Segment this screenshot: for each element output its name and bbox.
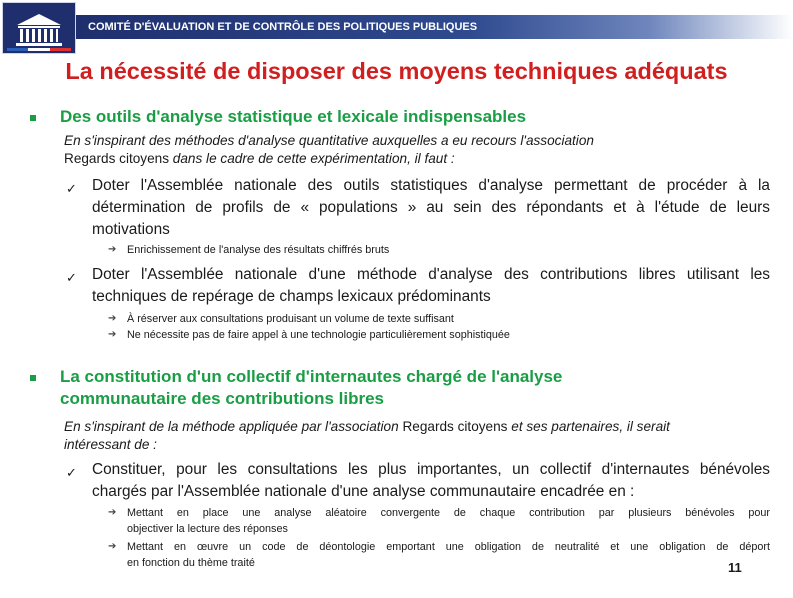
sub-item: Mettant en œuvre un code de déontologie emportant une obligation de neutralité et une obligation de déport en fonction du thème traité — [127, 541, 770, 569]
arrow-right-icon: ➔ — [108, 313, 117, 324]
arrow-right-icon: ➔ — [108, 541, 117, 552]
sub-item: À réserver aux consultations produisant un volume de texte suffisant — [127, 313, 454, 325]
arrow-right-icon: ➔ — [108, 244, 117, 255]
header-band — [76, 15, 793, 39]
checkmark-icon: ✓ — [66, 270, 77, 285]
header-title: COMITÉ D'ÉVALUATION ET DE CONTRÔLE DES POLITIQUES PUBLIQUES — [88, 21, 478, 33]
sub-item: Ne nécessite pas de faire appel à une technologie particulièrement sophistiquée — [127, 329, 510, 341]
sub-item: Mettant en place une analyse aléatoire convergente de chaque contribution par plusieurs bénévoles pour objectiver la lecture des réponses — [127, 507, 770, 535]
section-intro: En s'inspirant des méthodes d'analyse quantitative auxquelles a eu recours l'association Regards citoyens dans le cadre de cette expérimentation, il faut : — [64, 133, 594, 166]
slide-title: La nécessité de disposer des moyens techniques adéquats — [65, 58, 728, 84]
section-intro: En s'inspirant de la méthode appliquée par l'association Regards citoyens et ses partenaires, il serait intéressant de : — [64, 419, 670, 452]
list-item: Constituer, pour les consultations les plus importantes, un collectif d'internautes bénévoles chargés par l'Assemblée nationale d'une analyse communautaire encadrée en : — [92, 461, 770, 500]
list-item: Doter l'Assemblée nationale d'une méthode d'analyse des contributions libres utilisant les techniques de repérage de champs lexicaux prédominants — [92, 266, 770, 305]
assembly-logo — [2, 2, 76, 54]
section-heading: La constitution d'un collectif d'internautes chargé de l'analyse communautaire des contributions libres — [60, 367, 563, 408]
arrow-right-icon: ➔ — [108, 507, 117, 518]
list-item: Doter l'Assemblée nationale des outils statistiques d'analyse permettant de procéder à la détermination de profils de « populations » au sein des répondants et à l'étude de leurs motivations — [92, 177, 770, 238]
sub-item: Enrichissement de l'analyse des résultats chiffrés bruts — [127, 244, 390, 256]
section-heading: Des outils d'analyse statistique et lexicale indispensables — [60, 107, 527, 126]
square-bullet-icon — [30, 375, 36, 381]
checkmark-icon: ✓ — [66, 465, 77, 480]
page-number: 11 — [728, 560, 742, 575]
checkmark-icon: ✓ — [66, 181, 77, 196]
arrow-right-icon: ➔ — [108, 329, 117, 340]
square-bullet-icon — [30, 115, 36, 121]
